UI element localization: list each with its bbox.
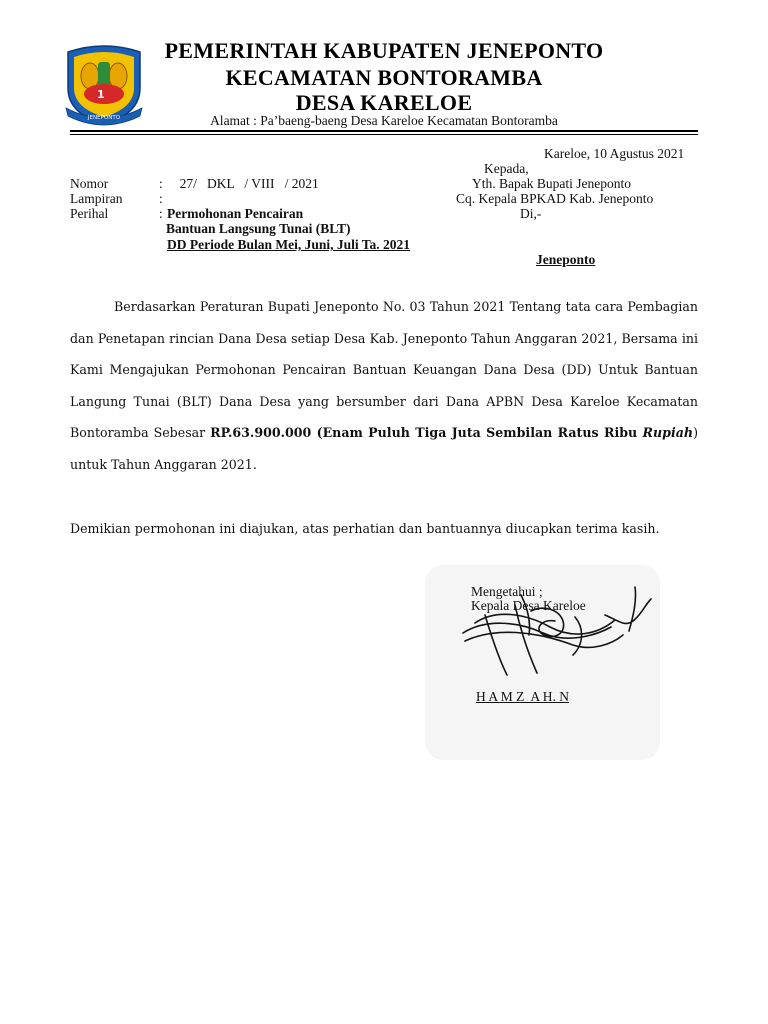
letterhead-address: Alamat : Pa’baeng-baeng Desa Kareloe Kecamatan Bontoramba — [210, 113, 558, 128]
letterhead-district: KECAMATAN BONTORAMBA — [225, 65, 543, 90]
svg-text:1: 1 — [97, 88, 105, 101]
recipient-greeting: Kepada, — [484, 161, 529, 176]
letterhead-village: DESA KARELOE — [295, 90, 473, 115]
body-paragraph — [70, 291, 698, 480]
lampiran-value: : — [159, 191, 163, 206]
perihal-line-2: Bantuan Langsung Tunai (BLT) — [166, 221, 351, 236]
perihal-label: Perihal — [70, 206, 109, 221]
body-amount-rupiah: Rupiah — [642, 425, 694, 440]
recipient-addressee: Yth. Bapak Bupati Jeneponto — [472, 176, 631, 191]
recipient-cq: Cq. Kepala BPKAD Kab. Jeneponto — [456, 191, 654, 206]
recipient-city: Jeneponto — [536, 252, 596, 267]
lampiran-label: Lampiran — [70, 191, 123, 206]
signature-title: Kepala Desa Kareloe — [471, 598, 586, 613]
closing-sentence: Demikian permohonan ini diajukan, atas perhatian dan bantuannya diucapkan terima kasih. — [70, 521, 660, 536]
handwritten-signature — [455, 575, 665, 685]
letterhead-rule-thin — [70, 134, 698, 135]
perihal-line-1: Permohonan Pencairan — [167, 206, 304, 221]
signatory-name: H A M Z A H. N — [476, 689, 570, 704]
letterhead-rule-thick — [70, 130, 698, 132]
letterhead-government: PEMERINTAH KABUPATEN JENEPONTO — [164, 38, 604, 63]
body-text-before: Berdasarkan Peraturan Bupati Jeneponto No. 03 Tahun 2021 Tentang tata cara Pembagian dan Penetapan rincian Dana Desa setiap Desa Kab. Jeneponto Tahun Anggaran 2021, Bersama ini Kami Mengajukan Permohonan Pencairan Bantuan Keuangan Dana Desa (DD) Untuk Bantuan Langung Tunai (BLT) Dana Desa yang bersumber dari Dana APBN Desa Kareloe Kecamatan Bontoramba Sebesar — [70, 299, 698, 440]
nomor-value: : 27/ DKL / VIII / 2021 — [159, 176, 319, 191]
place-date: Kareloe, 10 Agustus 2021 — [544, 146, 685, 161]
logo-banner-text: JENEPONTO — [87, 115, 121, 121]
perihal-line-3: DD Periode Bulan Mei, Juni, Juli Ta. 2021 — [167, 237, 411, 252]
perihal-colon: : — [159, 206, 167, 221]
body-amount: RP.63.900.000 (Enam Puluh Tiga Juta Sembilan Ratus Ribu — [210, 425, 643, 440]
recipient-di: Di,- — [520, 206, 542, 221]
nomor-label: Nomor — [70, 176, 109, 191]
body-text-after: untuk Tahun Anggaran 2021. — [70, 456, 257, 472]
jeneponto-coat-of-arms-logo — [60, 42, 148, 128]
body-paren: ) — [693, 425, 698, 440]
signature-acknowledged: Mengetahui ; — [471, 584, 543, 599]
